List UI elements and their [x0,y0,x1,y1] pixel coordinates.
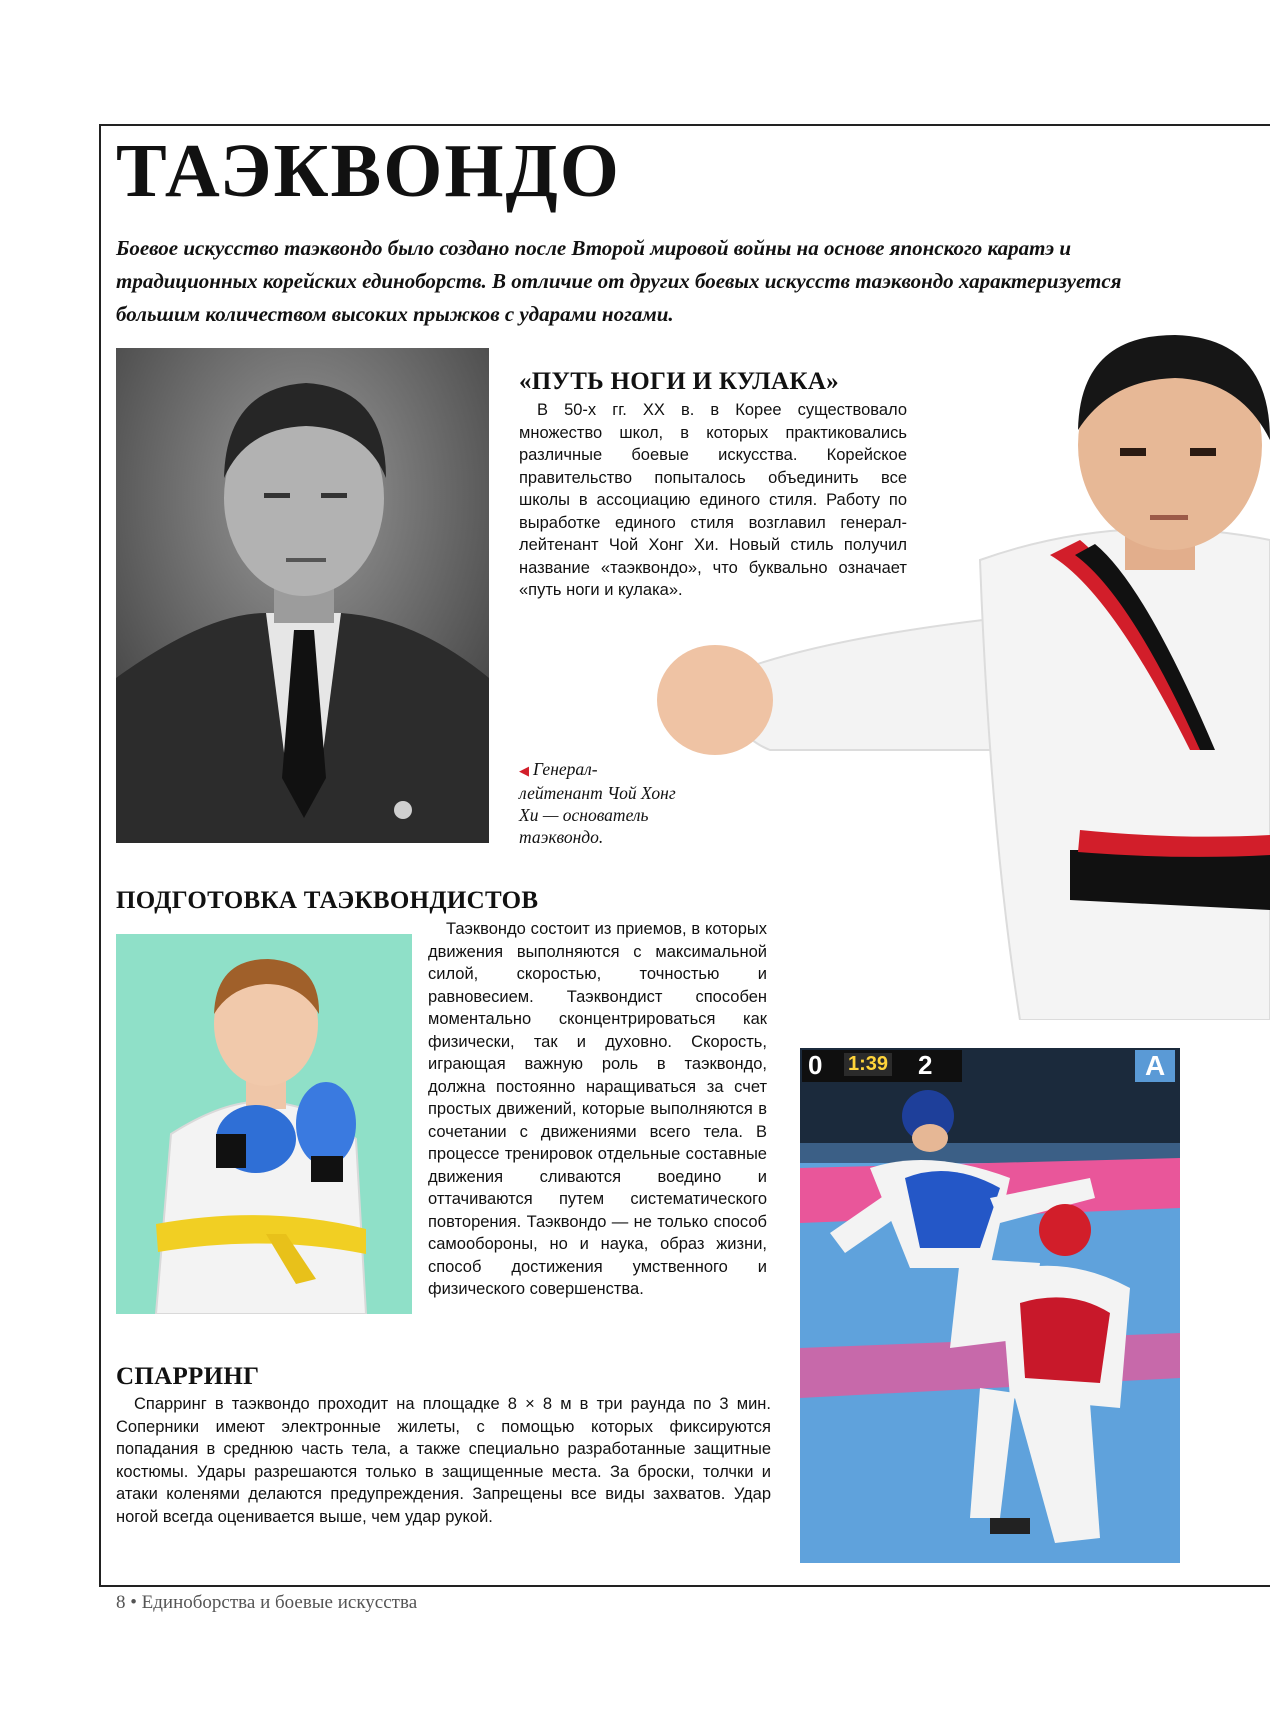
scoreboard-time: 1:39 [844,1053,892,1076]
page-title: ТАЭКВОНДО [116,129,621,213]
heading-training: ПОДГОТОВКА ТАЭКВОНДИСТОВ [116,887,539,914]
way-of-foot-and-fist-text: В 50-х гг. XX в. в Корее существовало множество школ, в которых практиковались различные боевые искусства. Корейское правительство попыталось объединить все школы в ассоциацию единого стиля. Работу по выработке единого стиля возглавил генерал-лейтенант Чой Хонг Хи. Новый стиль получил название «таэквондо», что буквально означает «путь ноги и кулака». [519,401,907,599]
mat-label: A [1145,1050,1166,1081]
heading-sparring: СПАРРИНГ [116,1363,260,1390]
frame-bottom-rule [99,1585,1270,1587]
scoreboard-left-score: 0 [808,1050,823,1080]
training-text: Таэквондо состоит из приемов, в которых движения выполняются с максимальной силой, скоростью, точностью и равновесием. Таэквондист способен моментально сконцентрироваться как физически, так и духовно. Скорость, играющая важную роль в таэквондо, должна постоянно наращиваться за счет простых движений, которые выполняются в сочетании с движениями всего тела. В процессе тренировок отдельные составные движения сливаются воедино и оттачиваются путем систематического повторения. Таэквондо — не только способ самообороны, но и наука, образ жизни, способ достижения умственного и физического совершенства. [428,920,767,1298]
frame-top-rule [99,124,1270,126]
heading-way-of-foot-and-fist: «ПУТЬ НОГИ И КУЛАКА» [519,368,839,395]
boy-punching-photo [650,330,1270,1020]
page-footer: 8 • Единоборства и боевые искусства [116,1592,418,1613]
frame-left-rule [99,124,101,1587]
boy-with-gloves-photo [116,934,412,1314]
sparring-match-photo [800,1048,1180,1563]
lead-paragraph: Боевое искусство таэквондо было создано после Второй мировой войны на основе японского каратэ и традиционных корейских единоборств. В отличие от других боевых искусств таэквондо характеризуется большим количеством высоких прыжков с ударами ногами. [116,236,1122,326]
portrait-caption-text: Генерал-лейтенант Чой Хонг Хи — основатель таэквондо. [519,759,676,847]
sparring-text: Спарринг в таэквондо проходит на площадке 8 × 8 м в три раунда по 3 мин. Соперники имеют электронные жилеты, с помощью которых фиксируются попадания в среднюю часть тела, а также специально разработанные защитные костюмы. Удары разрешаются только в защищенные места. За броски, толчки и атаки коленями делаются предупреждения. Запрещены все виды захватов. Удар ногой всегда оценивается выше, чем удар рукой. [116,1395,771,1526]
portrait-caption [519,758,679,848]
caption-arrow-icon: ◀ [519,763,529,778]
scoreboard-right-score: 2 [918,1050,933,1080]
general-portrait-photo [116,348,489,843]
